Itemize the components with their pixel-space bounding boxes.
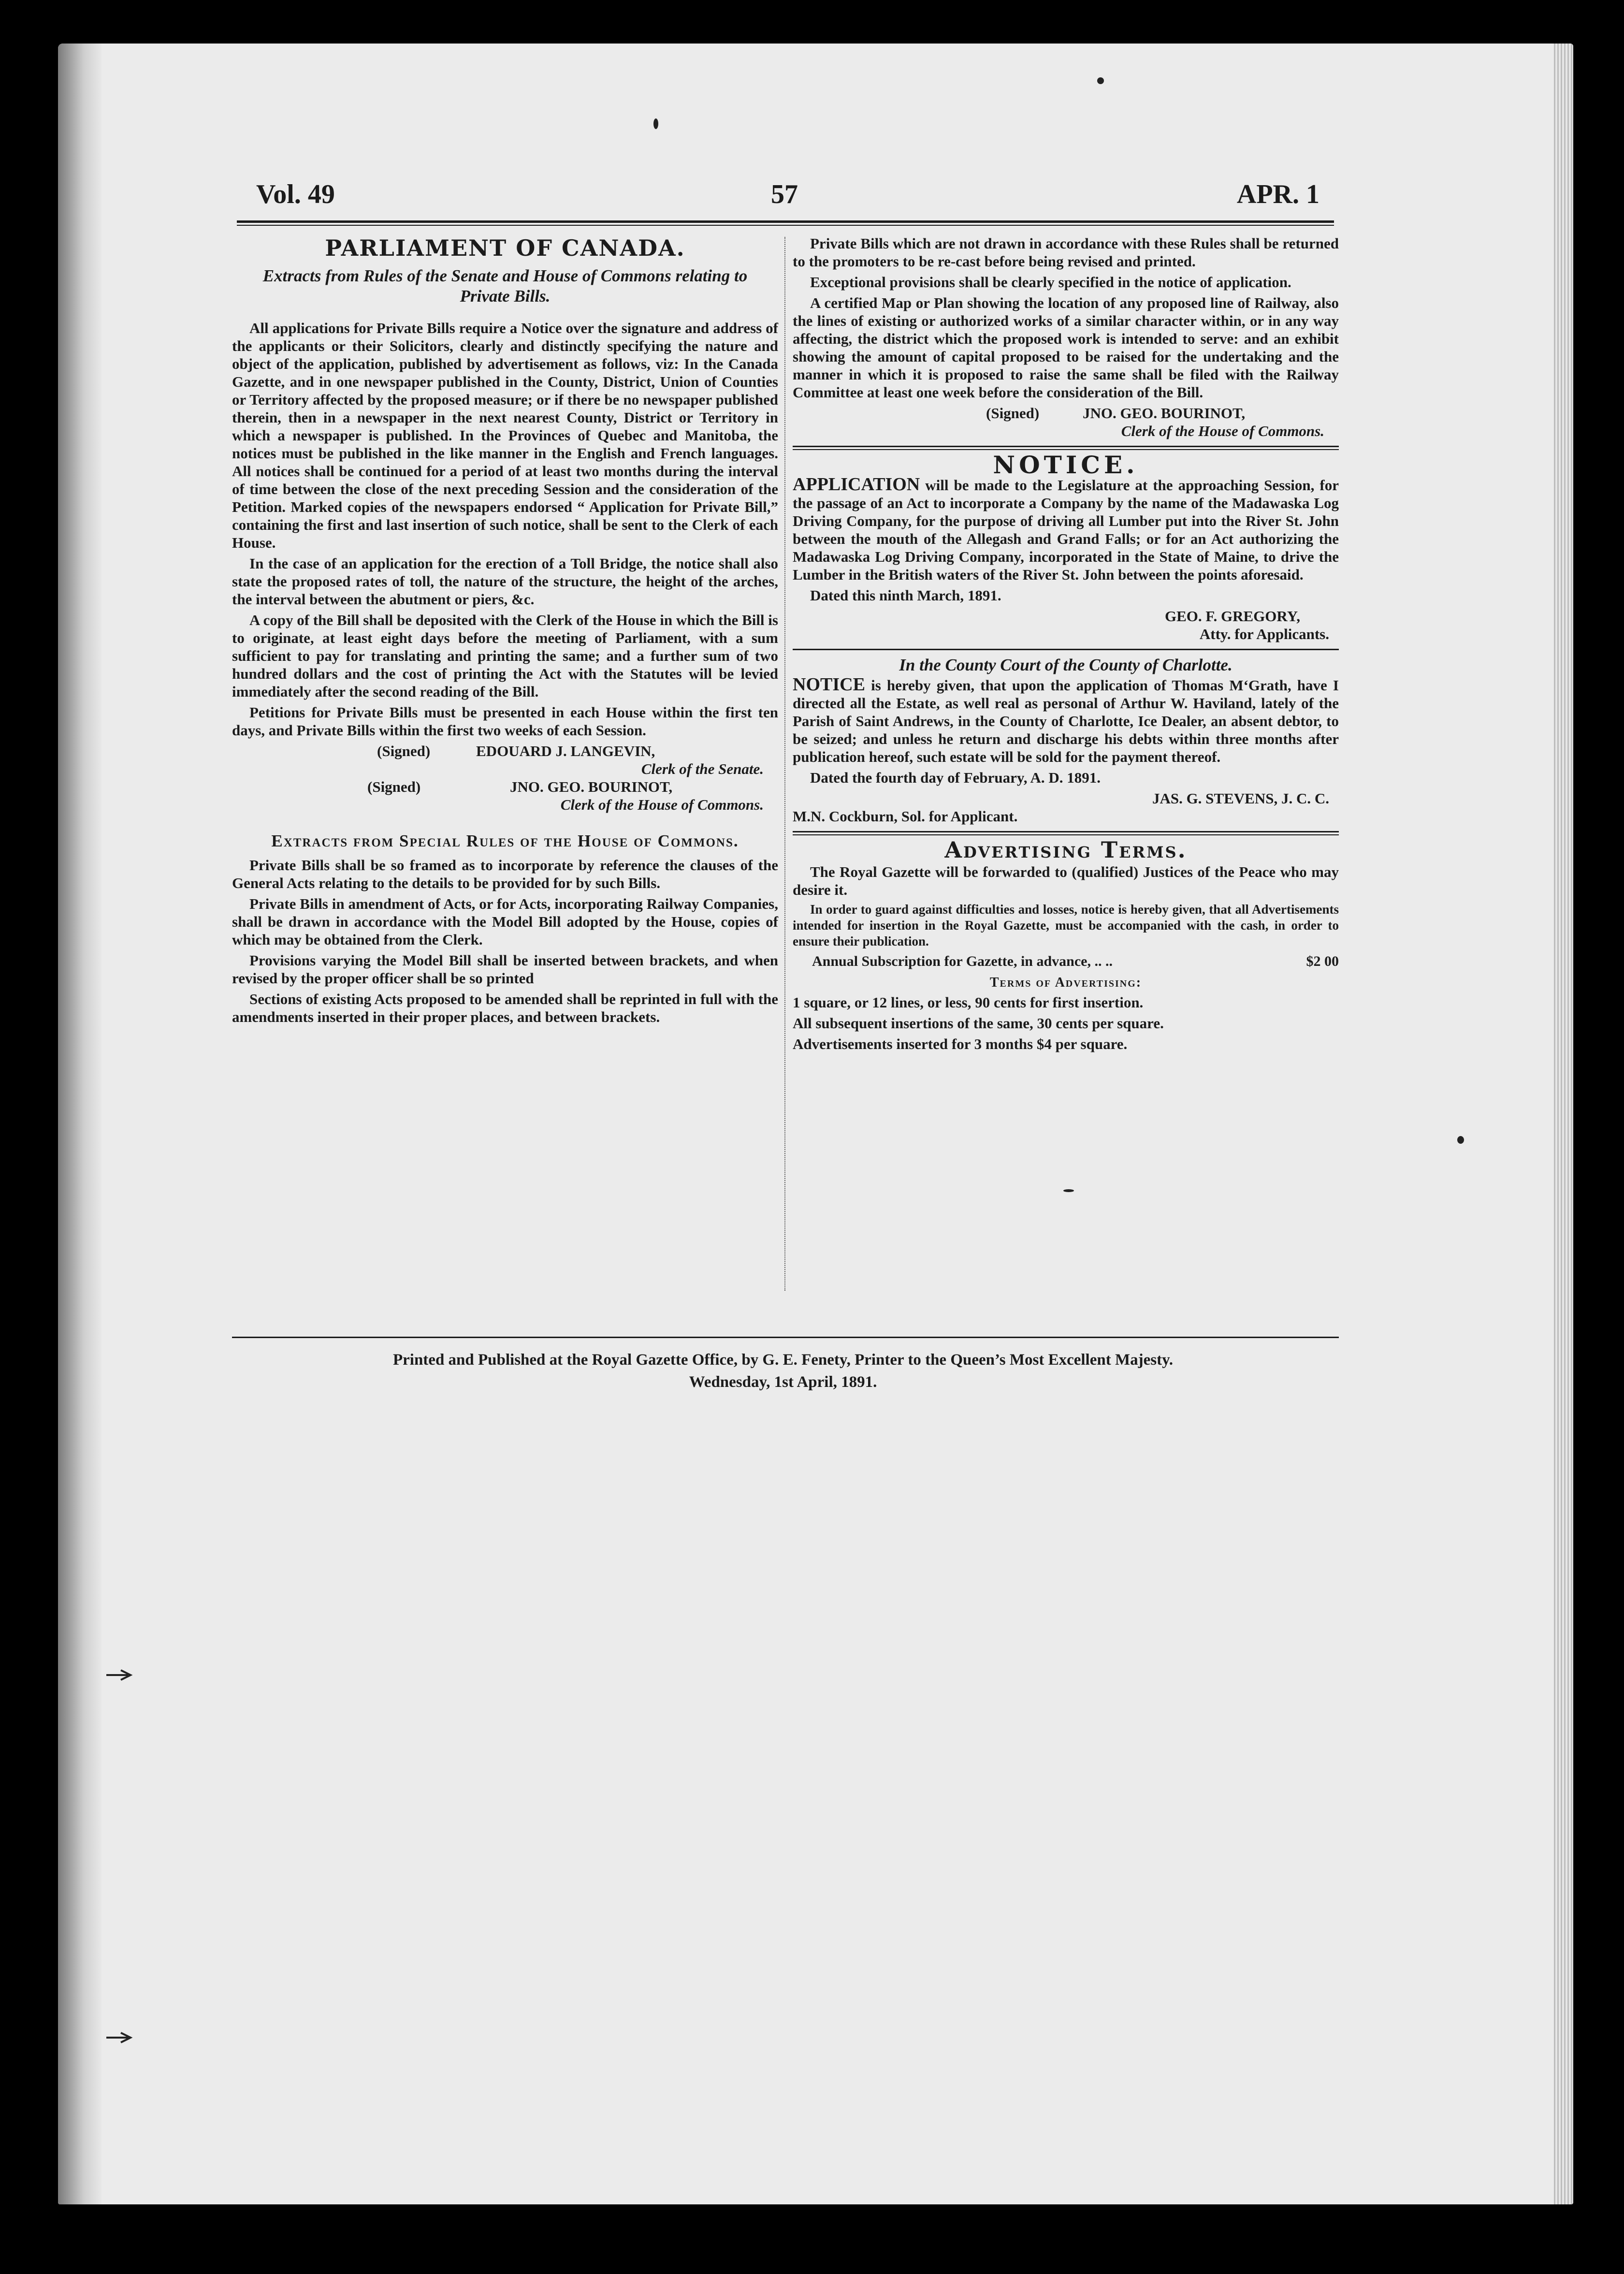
signed-label: (Signed) [986, 405, 1040, 422]
book-gutter [58, 44, 102, 2204]
section-subtitle: Extracts from Rules of the Senate and House of Commons relating to Private Bills. [262, 266, 748, 306]
bottom-rule [232, 1337, 1339, 1338]
court-heading: In the County Court of the County of Charlotte. [899, 656, 1232, 674]
divider-rule [793, 649, 1339, 650]
paragraph: Exceptional provisions shall be clearly specified in the notice of application. [810, 274, 1291, 291]
issue-date: APR. 1 [1236, 179, 1320, 209]
court-notice-body: NOTICE is hereby given, that upon the application of Thomas M‘Grath, have I directed all the Estate, as well real as personal of Arthur W. Haviland, lately of the Parish of Saint Andrews, in the County of Charlotte, Ice Dealer, an absent debtor, to be seized; and unless he return and discharge his debts within three months after publication hereof, such estate will be sold for the payment thereof. [793, 674, 1339, 765]
signer-office: Clerk of the House of Commons. [560, 796, 764, 813]
paragraph: Private Bills shall be so framed as to incorporate by reference the clauses of the General Acts relating to the details to be provided for by such Bills. [232, 857, 778, 891]
signature-block [232, 742, 778, 814]
paragraph: All applications for Private Bills require a Notice over the signature and address of the applicants or their Solicitors, clearly and distinctly specifying the nature and object of the application, published by advertisement as follows, viz: In the Canada Gazette, and in one newspaper published in the County, District, Union of Counties or Territory affected by the proposed measure; or if there be no newspaper published therein, then in a newspaper in the next nearest County, District or Territory in which a newspaper is published. In the Provinces of Quebec and Manitoba, the notices must be published in the like manner in the English and French languages. All notices shall be continued for a period of at least two months during the interval of time between the close of the next preceding Session and the consideration of the Petition. Marked copies of the newspapers endorsed “ Application for Private Bill,” containing the first and last insertion of such notice, shall be sent to the Clerk of each House. [232, 320, 778, 551]
subscription-label: Annual Subscription for Gazette, in advance, .. .. [812, 953, 1113, 969]
imprint-footer [227, 1349, 1339, 1393]
print-speck [653, 118, 658, 129]
print-speck [1063, 1189, 1074, 1192]
column-divider [784, 237, 785, 1291]
special-rules-heading: Extracts from Special Rules of the House of Commons. [271, 831, 739, 850]
paragraph: A copy of the Bill shall be deposited with the Clerk of the House in which the Bill is to originate, at least eight days before the meeting of Parliament, with a sum sufficient to pay for translating and printing the same; and a further sum of two hundred dollars and the cost of printing the Act with the Statutes will be levied immediately after the second reading of the Bill. [232, 612, 778, 700]
paragraph: In the case of an application for the erection of a Toll Bridge, the notice shall also state the proposed rates of toll, the nature of the structure, the height of the arches, the interval between the abutment or piers, &c. [232, 555, 778, 608]
terms-line: All subsequent insertions of the same, 30 cents per square. [793, 1015, 1164, 1032]
page-number: 57 [771, 179, 798, 209]
paragraph: A certified Map or Plan showing the location of any proposed line of Railway, also the lines of existing or authorized works of a similar character within, or in any way affecting, the district which the proposed work is intended to serve: and an exhibit showing the amount of capital proposed to be raised for the undertaking and the manner in which it is proposed to raise the same shall be filed with the Railway Committee at least one week before the consideration of the Bill. [793, 294, 1339, 401]
advertising-title: Advertising Terms. [944, 837, 1187, 863]
notice-signer: GEO. F. GREGORY, [1165, 608, 1300, 625]
paragraph: Private Bills which are not drawn in accordance with these Rules shall be returned to the promoters to be re-cast before being revised and printed. [793, 235, 1339, 270]
signer-office: Clerk of the House of Commons. [1121, 423, 1324, 439]
section-title: PARLIAMENT OF CANADA. [325, 235, 685, 261]
paragraph: Provisions varying the Model Bill shall be inserted between brackets, and when revised by the proper officer shall be so printed [232, 952, 778, 987]
court-solicitor: M.N. Cockburn, Sol. for Applicant. [793, 808, 1018, 825]
binding-mark [106, 1668, 135, 1682]
notice-title: NOTICE. [993, 451, 1139, 479]
signer-name: EDOUARD J. LANGEVIN, [476, 743, 655, 759]
divider-rule [793, 831, 1339, 835]
signer-name: JNO. GEO. BOURINOT, [1083, 405, 1246, 422]
paragraph: Petitions for Private Bills must be presented in each House within the first ten days, and Private Bills within the first two weeks of each Session. [232, 704, 778, 739]
signed-label: (Signed) [377, 743, 431, 759]
imprint-date: Wednesday, 1st April, 1891. [689, 1373, 877, 1391]
notice-signer-role: Atty. for Applicants. [1199, 626, 1329, 642]
terms-line: Advertisements inserted for 3 months $4 per square. [793, 1035, 1128, 1052]
notice-body: APPLICATION will be made to the Legislature at the approaching Session, for the passage of an Act to incorporate a Company by the name of the Madawaska Log Driving Company, for the purpose of driving all Lumber put into the River St. John between the mouth of the Allegash and Grand Falls; or for an Act authorizing the Madawaska Log Driving Company, incorporated in the State of Maine, to drive the Lumber in the British waters of the River St. John between the points aforesaid. [793, 474, 1339, 583]
page-header [198, 174, 1332, 218]
terms-heading: Terms of Advertising: [989, 975, 1142, 990]
left-column [232, 234, 778, 1029]
signer-name: JNO. GEO. BOURINOT, [510, 778, 673, 795]
page-edge [1554, 44, 1573, 2204]
binding-mark [106, 2030, 135, 2045]
signer-office: Clerk of the Senate. [641, 760, 764, 777]
court-dated: Dated the fourth day of February, A. D. 1891. [810, 769, 1101, 786]
paragraph: Sections of existing Acts proposed to be amended shall be reprinted in full with the amendments inserted in their proper places, and between brackets. [232, 991, 778, 1025]
advertising-guard: In order to guard against difficulties and losses, notice is hereby given, that all Advertisements intended for insertion in the Royal Gazette, must be accompanied with the cash, in order to ensure their publication. [793, 902, 1339, 948]
advertising-intro: The Royal Gazette will be forwarded to (qualified) Justices of the Peace who may desire it. [793, 863, 1339, 898]
imprint-line: Printed and Published at the Royal Gazette Office, by G. E. Fenety, Printer to the Queen’s Most Excellent Majesty. [392, 1351, 1174, 1369]
subscription-amount: $2 00 [1306, 953, 1339, 969]
terms-line: 1 square, or 12 lines, or less, 90 cents for first insertion. [793, 994, 1144, 1011]
divider-rule [793, 446, 1339, 450]
volume-label: Vol. 49 [256, 179, 335, 209]
subscription-line [793, 952, 1339, 972]
print-speck [1457, 1136, 1464, 1144]
right-column [793, 234, 1339, 1056]
print-speck [1097, 77, 1104, 84]
paragraph: Private Bills in amendment of Acts, or for Acts, incorporating Railway Companies, shall be drawn in accordance with the Model Bill adopted by the House, copies of which may be obtained from the Clerk. [232, 895, 778, 948]
signature-block [793, 404, 1339, 440]
signed-label: (Signed) [367, 778, 421, 795]
header-rule [237, 220, 1334, 226]
court-signer: JAS. G. STEVENS, J. C. C. [1152, 790, 1329, 807]
notice-dated: Dated this ninth March, 1891. [810, 587, 1001, 604]
